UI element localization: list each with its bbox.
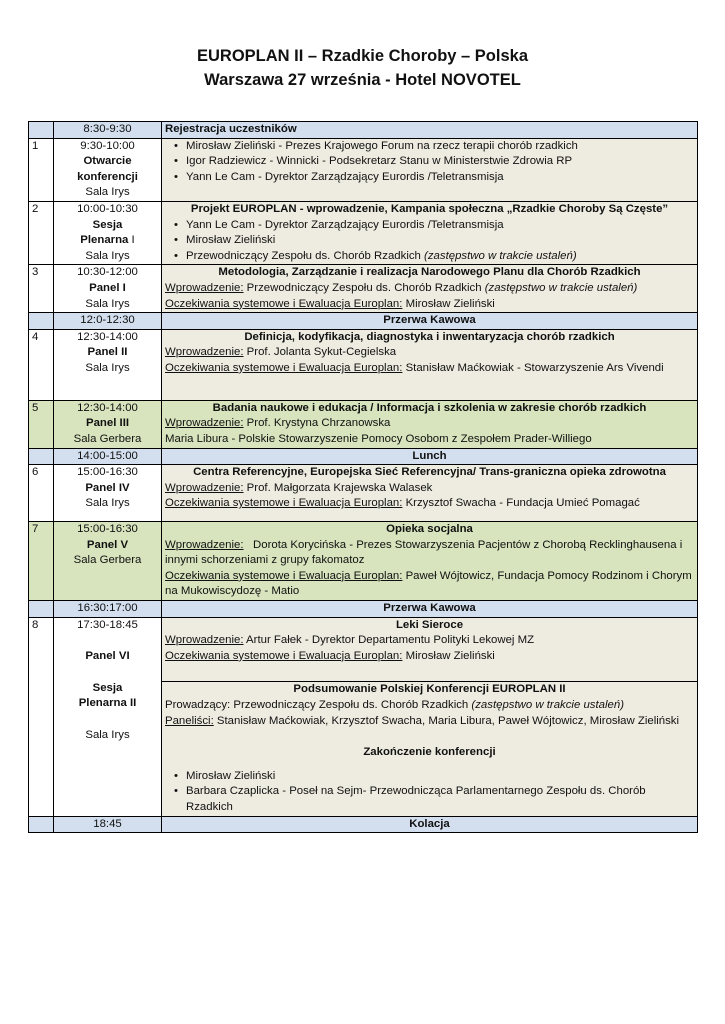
time-cell (54, 138, 162, 201)
row-number: 1 (29, 138, 54, 201)
time: 15:00-16:30 (77, 523, 138, 536)
schedule-table (28, 121, 698, 833)
time: 10:00-10:30 (77, 202, 138, 215)
table-row-dinner (29, 816, 698, 833)
list-item-text: Przewodniczący Zespołu ds. Chorób Rzadkich (186, 249, 425, 262)
time-cell (54, 400, 162, 448)
time: 17:30-18:45 (77, 618, 138, 631)
intro-label: Wprowadzenie: (165, 281, 244, 294)
time-cell: 12:0-12:30 (54, 313, 162, 330)
list-item: • Mirosław Zieliński - Prezes Krajowego Forum na rzecz terapii chorób rzadkich (165, 139, 694, 155)
description-cell (162, 465, 698, 522)
description-cell (162, 329, 698, 400)
description-cell (162, 201, 698, 264)
panelists-line (165, 714, 694, 730)
time: 12:30-14:00 (77, 330, 138, 343)
table-row-registration (29, 122, 698, 139)
list-item: • Mirosław Zieliński (165, 233, 694, 249)
session-name: Plenarna II (78, 697, 137, 710)
table-row-8 (29, 617, 698, 816)
row-number (29, 313, 54, 330)
session-name: Panel III (85, 417, 130, 430)
session-title: Definicja, kodyfikacja, diagnostyka i inwentaryzacja chorób rzadkich (244, 330, 615, 343)
intro-label: Wprowadzenie: (165, 481, 244, 494)
session-title: Opieka socjalna (386, 523, 473, 536)
speaker-list (165, 769, 694, 816)
session-name: Panel IV (85, 481, 130, 494)
time-cell (54, 201, 162, 264)
time: 12:30-14:00 (77, 401, 138, 414)
evaluation-text: Mirosław Zieliński (402, 297, 495, 310)
list-item: • Yann Le Cam - Dyrektor Zarządzający Eurordis /Teletransmisja (165, 218, 694, 234)
note-italic: (zastępstwo w trakcie ustaleń) (484, 281, 638, 294)
description-cell (162, 522, 698, 601)
session-name: Plenarna (80, 234, 129, 247)
description-cell (162, 617, 698, 816)
table-row-3 (29, 265, 698, 313)
session-title: Rejestracja uczestników (162, 122, 698, 139)
closing-title: Zakończenie konferencji (363, 746, 496, 759)
description-cell (162, 265, 698, 313)
evaluation-label: Oczekiwania systemowe i Ewaluacja Europlan: (165, 569, 403, 582)
evaluation-label: Oczekiwania systemowe i Ewaluacja Europlan: (165, 297, 403, 310)
break-title: Przerwa Kawowa (162, 601, 698, 618)
session-title: Projekt EUROPLAN - wprowadzenie, Kampania społeczna „Rzadkie Choroby Są Częste” (190, 202, 669, 215)
summary-title: Podsumowanie Polskiej Konferencji EUROPLAN II (293, 683, 566, 696)
session-title: Badania naukowe i edukacja / Informacja i szkolenia w zakresie chorób rzadkich (212, 401, 647, 414)
intro-label: Wprowadzenie: (165, 417, 244, 430)
description-cell (162, 400, 698, 448)
evaluation-text: Krzysztof Swacha - Fundacja Umieć Pomagać (402, 497, 640, 510)
panelists-text: Stanisław Maćkowiak, Krzysztof Swacha, Maria Libura, Paweł Wójtowicz, Mirosław Zieliński (213, 714, 680, 727)
moderator-line (165, 698, 694, 714)
room: Sala Gerbera (73, 432, 142, 445)
time: 15:00-16:30 (77, 466, 138, 479)
evaluation-label: Oczekiwania systemowe i Ewaluacja Europlan: (165, 649, 403, 662)
evaluation-line (165, 297, 694, 313)
session-name: Otwarcie konferencji (77, 155, 138, 183)
list-item (165, 249, 694, 265)
time: 10:30-12:00 (77, 266, 138, 279)
list-item: • Igor Radziewicz - Winnicki - Podsekretarz Stanu w Ministerstwie Zdrowia RP (165, 154, 694, 170)
time-cell (54, 522, 162, 601)
row-number: 6 (29, 465, 54, 522)
speaker-list (165, 139, 694, 186)
speaker-line: Maria Libura - Polskie Stowarzyszenie Pomocy Osobom z Zespołem Prader-Williego (165, 432, 592, 445)
table-row-lunch (29, 448, 698, 465)
time-cell: 18:45 (54, 816, 162, 833)
note-italic: (zastępstwo w trakcie ustaleń) (471, 699, 624, 712)
title-line-2: Warszawa 27 września - Hotel NOVOTEL (204, 71, 521, 89)
list-item: • Yann Le Cam - Dyrektor Zarządzający Eurordis /Teletransmisja (165, 170, 694, 186)
evaluation-line (165, 361, 694, 377)
intro-text: Przewodniczący Zespołu ds. Chorób Rzadkich (243, 281, 485, 294)
break-title: Przerwa Kawowa (162, 313, 698, 330)
time-cell (54, 617, 162, 816)
time-cell (54, 329, 162, 400)
table-row-2 (29, 201, 698, 264)
intro-label: Wprowadzenie: (165, 634, 244, 647)
room: Sala Irys (85, 497, 130, 510)
evaluation-label: Oczekiwania systemowe i Ewaluacja Europlan: (165, 497, 403, 510)
intro-line (165, 538, 694, 569)
row-number (29, 122, 54, 139)
break-title: Lunch (162, 448, 698, 465)
description-cell (162, 138, 698, 201)
intro-line (165, 633, 694, 649)
row-number: 3 (29, 265, 54, 313)
intro-text: Prof. Krystyna Chrzanowska (243, 417, 391, 430)
room: Sala Irys (85, 729, 130, 742)
session-name: Sesja (92, 218, 123, 231)
intro-text: Artur Fałek - Dyrektor Departamentu Polityki Lekowej MZ (243, 634, 535, 647)
intro-line (165, 481, 694, 497)
row-number: 8 (29, 617, 54, 816)
room: Sala Irys (85, 249, 130, 262)
evaluation-line (165, 496, 694, 512)
table-row-break (29, 601, 698, 618)
intro-label: Wprowadzenie: (165, 346, 244, 359)
intro-line (165, 416, 694, 432)
room: Sala Gerbera (73, 554, 142, 567)
row-number: 2 (29, 201, 54, 264)
intro-text: Dorota Korycińska - Prezes Stowarzyszenia Pacjentów z Chorobą Recklinghausena i innymi schorzeniami z grupy fakomatoz (165, 538, 686, 567)
table-row-6 (29, 465, 698, 522)
speaker-list (165, 218, 694, 265)
session-name: Panel V (86, 538, 129, 551)
session-name: Sesja (92, 681, 123, 694)
moderator-text: Prowadzący: Przewodniczący Zespołu ds. Chorób Rzadkich (165, 699, 472, 712)
session-title: Metodologia, Zarządzanie i realizacja Narodowego Planu dla Chorób Rzadkich (218, 266, 641, 279)
evaluation-line (165, 649, 694, 665)
time-cell (54, 465, 162, 522)
list-item: • Barbara Czaplicka - Poseł na Sejm- Przewodnicząca Parlamentarnego Zespołu ds. Chorób Rzadkich (165, 784, 694, 815)
intro-text: Prof. Jolanta Sykut-Cegielska (243, 346, 397, 359)
session-name: Panel II (87, 346, 128, 359)
time-cell (54, 265, 162, 313)
row-number: 5 (29, 400, 54, 448)
evaluation-line (165, 569, 694, 600)
row-number: 7 (29, 522, 54, 601)
evaluation-label: Oczekiwania systemowe i Ewaluacja Europlan: (165, 361, 403, 374)
row-number (29, 816, 54, 833)
session-suffix: I (128, 234, 135, 247)
evaluation-text: Mirosław Zieliński (402, 649, 495, 662)
row-number: 4 (29, 329, 54, 400)
intro-label: Wprowadzenie: (165, 538, 244, 551)
session-title: Leki Sieroce (395, 618, 464, 631)
intro-line (165, 281, 694, 297)
panelists-label: Paneliści: (165, 714, 214, 727)
intro-line (165, 345, 694, 361)
time-cell: 14:00-15:00 (54, 448, 162, 465)
evaluation-text: Paweł Wójtowicz, Fundacja Pomocy Rodzinom i Chorym na Mukowiscydozę - Matio (165, 569, 692, 598)
table-row-1 (29, 138, 698, 201)
table-row-7 (29, 522, 698, 601)
row-number (29, 601, 54, 618)
table-row-4 (29, 329, 698, 400)
row-number (29, 448, 54, 465)
session-name-line (57, 233, 158, 249)
session-name: Panel I (89, 281, 126, 294)
break-title: Kolacja (162, 816, 698, 833)
list-item: • Mirosław Zieliński (165, 769, 694, 785)
room: Sala Irys (85, 361, 130, 374)
table-row-break (29, 313, 698, 330)
evaluation-text: Stanisław Maćkowiak - Stowarzyszenie Ars Vivendi (402, 361, 664, 374)
time-cell: 8:30-9:30 (54, 122, 162, 139)
document-title (0, 44, 725, 92)
note-italic: (zastępstwo w trakcie ustaleń) (424, 249, 577, 262)
table-row-5 (29, 400, 698, 448)
session-title: Centra Referencyjne, Europejska Sieć Referencyjna/ Trans-graniczna opieka zdrowotna (193, 466, 666, 479)
time: 9:30-10:00 (80, 139, 135, 152)
room: Sala Irys (85, 297, 130, 310)
intro-text: Prof. Małgorzata Krajewska Walasek (243, 481, 433, 494)
room: Sala Irys (85, 186, 130, 199)
title-line-1: EUROPLAN II – Rzadkie Choroby – Polska (197, 47, 528, 65)
time-cell: 16:30:17:00 (54, 601, 162, 618)
session-name: Panel VI (85, 650, 130, 663)
